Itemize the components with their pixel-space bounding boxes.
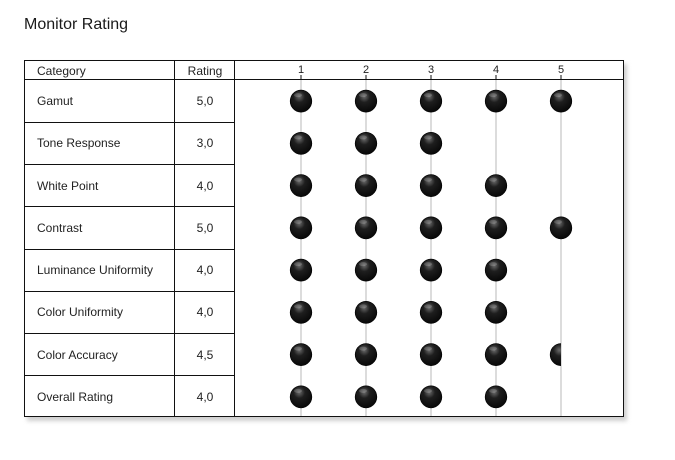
rating-marker <box>485 90 507 112</box>
rating-marker <box>420 386 442 408</box>
category-label: Luminance Uniformity <box>37 263 154 278</box>
rating-marker <box>290 175 312 197</box>
rating-marker <box>485 217 507 239</box>
row-separator <box>25 164 235 165</box>
rating-marker <box>420 301 442 323</box>
category-header: Category <box>37 64 86 78</box>
marker-highlight <box>294 262 302 266</box>
category-label: White Point <box>37 178 99 193</box>
marker-highlight <box>424 135 432 139</box>
category-label: Tone Response <box>37 136 121 151</box>
marker-highlight <box>489 93 497 97</box>
rating-value: 4,0 <box>196 305 214 320</box>
marker-highlight <box>294 220 302 224</box>
marker-highlight <box>489 262 497 266</box>
tick-label: 2 <box>362 64 370 76</box>
rating-marker <box>290 344 312 366</box>
marker-highlight <box>359 304 367 308</box>
marker-highlight <box>489 220 497 224</box>
rating-marker-partial <box>550 344 572 366</box>
rating-marker <box>485 386 507 408</box>
marker-highlight <box>554 93 562 97</box>
row-separator <box>25 375 235 376</box>
rating-value: 5,0 <box>196 94 214 109</box>
tick-label: 4 <box>492 64 500 76</box>
rating-value: 4,0 <box>196 389 214 404</box>
tick-label: 1 <box>297 64 305 76</box>
row-separator <box>25 206 235 207</box>
rating-marker <box>550 90 572 112</box>
category-label: Overall Rating <box>37 389 114 404</box>
marker-highlight <box>359 262 367 266</box>
rating-value: 5,0 <box>196 220 214 235</box>
rating-marker <box>420 259 442 281</box>
marker-highlight <box>359 347 367 351</box>
page-title: Monitor Rating <box>24 16 129 33</box>
row-separator <box>25 333 235 334</box>
rating-marker <box>420 217 442 239</box>
row-separator <box>25 122 235 123</box>
marker-highlight <box>489 389 497 393</box>
rating-marker <box>290 386 312 408</box>
rating-plot <box>235 61 625 418</box>
marker-highlight <box>424 304 432 308</box>
rating-marker <box>485 259 507 281</box>
rating-marker <box>290 259 312 281</box>
marker-highlight <box>294 304 302 308</box>
marker-highlight <box>359 93 367 97</box>
rating-marker <box>420 344 442 366</box>
rating-marker <box>550 217 572 239</box>
rating-marker <box>485 301 507 323</box>
rating-marker <box>420 90 442 112</box>
rating-marker <box>485 344 507 366</box>
rating-marker <box>355 175 377 197</box>
rating-marker <box>355 90 377 112</box>
marker-highlight <box>424 347 432 351</box>
row-separator <box>25 291 235 292</box>
rating-marker <box>290 90 312 112</box>
marker-highlight <box>294 178 302 182</box>
marker-highlight <box>294 135 302 139</box>
marker-highlight <box>294 389 302 393</box>
marker-highlight <box>554 220 562 224</box>
category-label: Color Accuracy <box>37 347 118 362</box>
rating-value: 4,5 <box>196 347 214 362</box>
category-label: Gamut <box>37 94 74 109</box>
rating-marker <box>290 132 312 154</box>
marker-highlight <box>424 178 432 182</box>
marker-highlight <box>489 178 497 182</box>
marker-highlight <box>424 262 432 266</box>
marker-highlight <box>359 389 367 393</box>
category-label: Contrast <box>37 220 83 235</box>
marker-highlight <box>359 135 367 139</box>
category-label: Color Uniformity <box>37 305 124 320</box>
rating-table <box>24 60 624 417</box>
rating-marker <box>355 132 377 154</box>
rating-marker <box>355 217 377 239</box>
marker-highlight <box>359 178 367 182</box>
row-separator <box>25 249 235 250</box>
rating-value: 3,0 <box>196 136 214 151</box>
marker-highlight <box>489 347 497 351</box>
marker-highlight <box>294 93 302 97</box>
marker-highlight <box>424 389 432 393</box>
rating-marker <box>355 301 377 323</box>
tick-label: 5 <box>557 64 565 76</box>
tick-label: 3 <box>427 64 435 76</box>
rating-marker <box>290 301 312 323</box>
rating-marker <box>355 386 377 408</box>
rating-marker <box>355 344 377 366</box>
marker-highlight <box>294 347 302 351</box>
rating-marker <box>485 175 507 197</box>
rating-marker <box>290 217 312 239</box>
rating-header: Rating <box>187 64 223 78</box>
column-divider-category <box>174 61 175 416</box>
rating-value: 4,0 <box>196 178 214 193</box>
rating-marker <box>420 175 442 197</box>
rating-marker <box>355 259 377 281</box>
marker-highlight <box>489 304 497 308</box>
marker-highlight <box>424 220 432 224</box>
rating-marker <box>420 132 442 154</box>
marker-highlight <box>424 93 432 97</box>
marker-highlight <box>359 220 367 224</box>
rating-value: 4,0 <box>196 263 214 278</box>
